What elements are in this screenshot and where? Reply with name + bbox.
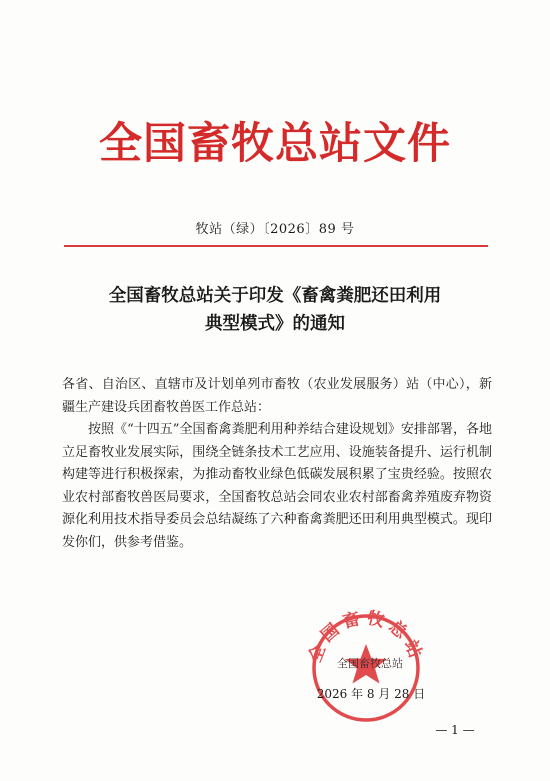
document-number: 牧站（绿）〔2026〕89 号 bbox=[195, 222, 355, 237]
notice-title-line-2: 典型模式》的通知 bbox=[205, 314, 345, 334]
red-divider-rule bbox=[64, 245, 488, 247]
seal-arc-text: 全国畜牧总站 bbox=[305, 608, 427, 666]
issuer-name: 全国畜牧总站 bbox=[337, 657, 403, 670]
masthead-title: 全国畜牧总站文件 bbox=[99, 119, 451, 169]
notice-body bbox=[62, 374, 492, 554]
notice-title-line-1: 全国畜牧总站关于印发《畜禽粪肥还田利用 bbox=[108, 286, 442, 306]
notice-title bbox=[60, 282, 490, 338]
salutation: 各省、自治区、直辖市及计划单列市畜牧（农业发展服务）站（中心），新疆生产建设兵团畜牧兽医工作总站： bbox=[62, 377, 492, 415]
body-paragraph: 按照《“十四五”全国畜禽粪肥利用种养结合建设规划》安排部署，各地立足畜牧业发展实际，围绕全链条技术工艺应用、设施装备提升、运行机制构建等进行积极探索，为推动畜牧业绿色低碳发展积累了宝贵经验。按照农业农村部畜牧兽医局要求，全国畜牧总站会同农业农村部畜禽养殖废弃物资源化利用技术指导委员会总结凝练了六种畜禽粪肥还田利用典型模式。现印发你们，供参考借鉴。 bbox=[62, 422, 492, 550]
issue-date: 2026 年 8 月 28 日 bbox=[316, 687, 426, 701]
page-number: — 1 — bbox=[435, 723, 475, 737]
